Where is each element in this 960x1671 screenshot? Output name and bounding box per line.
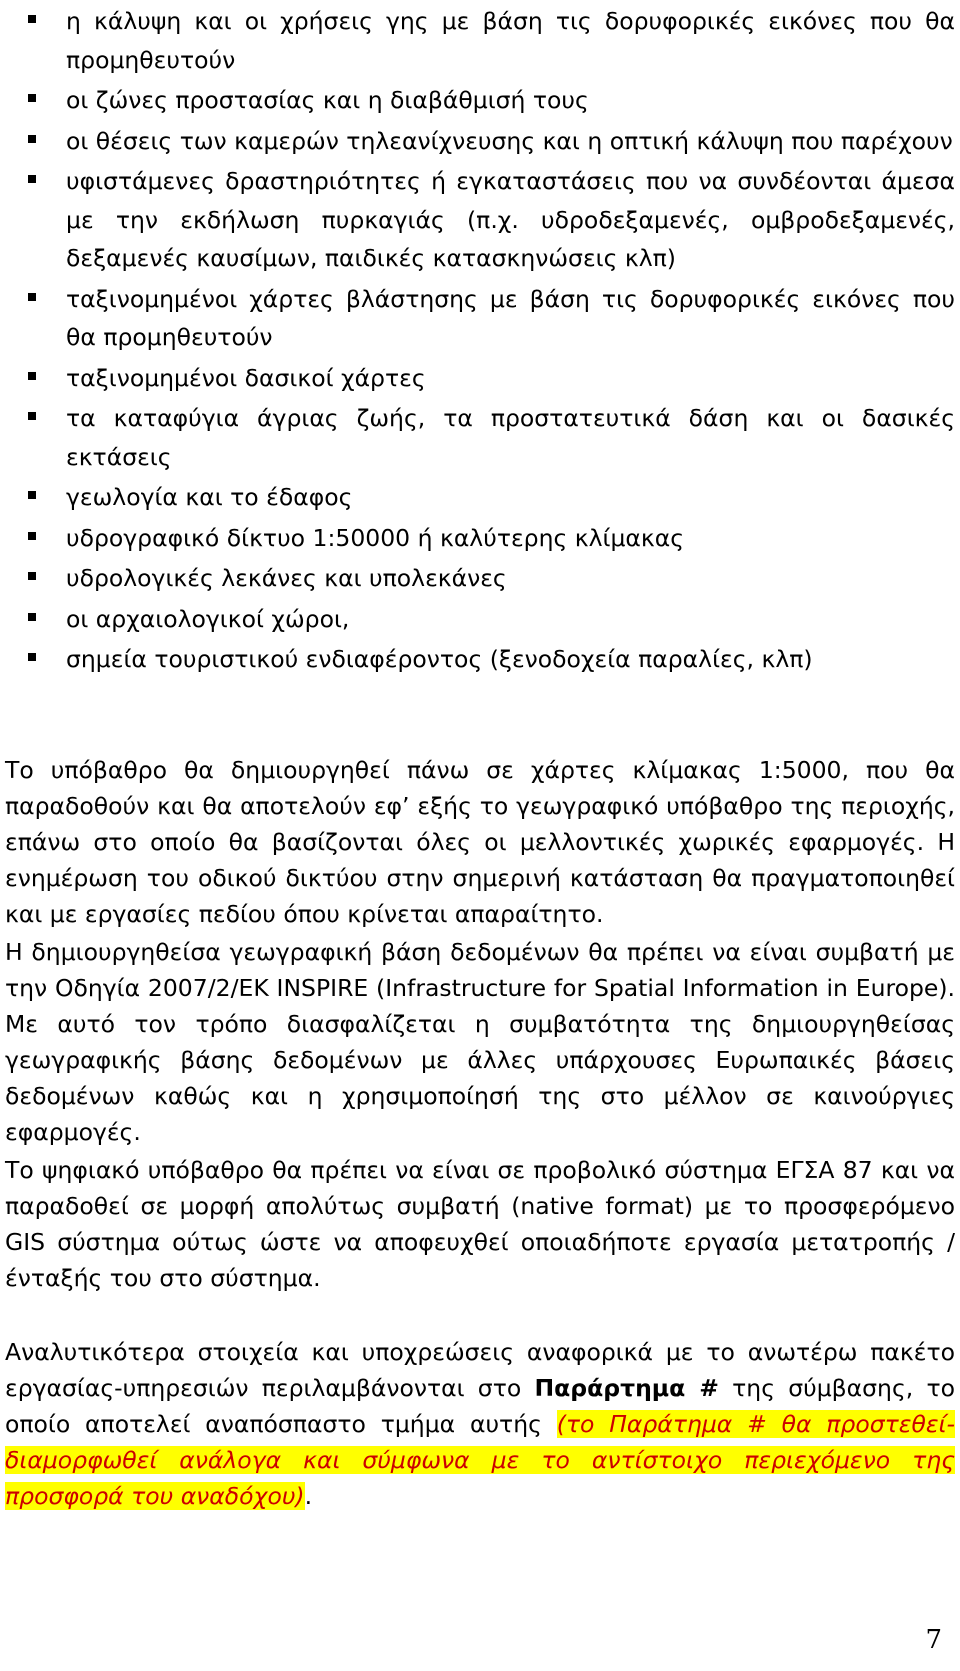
square-bullet-icon — [28, 653, 36, 661]
paragraph-annex — [5, 1334, 955, 1514]
paragraph-basemap: Το υπόβαθρο θα δημιουργηθεί πάνω σε χάρτες κλίμακας 1:5000, που θα παραδοθούν και θα αποτελούν εφ’ εξής το γεωγραφικό υπόβαθρο της περιοχής, επάνω στο οποίο θα βασίζονται όλες οι μελλοντικές χωρικές εφαρμογές. Η ενημέρωση του οδικού δικτύου στην σημερινή κατάσταση θα πραγματοποιηθεί και με εργασίες πεδίου όπου κρίνεται απαραίτητο. — [5, 756, 955, 928]
list-item: υφιστάμενες δραστηριότητες ή εγκαταστάσεις που να συνδέονται άμεσα με την εκδήλωση πυρκαγιάς (π.χ. υδροδεξαμενές, ομβροδεξαμενές, δεξαμενές καυσίμων, παιδικές κατασκηνώσεις κλπ) — [0, 162, 960, 278]
square-bullet-icon — [28, 15, 36, 23]
paragraph-inspire: Η δημιουργηθείσα γεωγραφική βάση δεδομένων θα πρέπει να είναι συμβατή με την Οδηγία 2007/2/ΕΚ INSPIRE (Infrastructure for Spatial Information in Europe). Με αυτό τον τρόπο διασφαλίζεται η συμβατότητα της δημιουργηθείσας γεωγραφικής βάσης δεδομένων με άλλες υπάρχουσες Ευρωπαικές βάσεις δεδομένων καθώς και η χρησιμοποίησή της στο μέλλον σε καινούργιες εφαρμογές. — [5, 938, 955, 1146]
list-item: ταξινομημένοι χάρτες βλάστησης με βάση τις δορυφορικές εικόνες που θα προμηθευτούν — [0, 280, 960, 357]
square-bullet-icon — [28, 412, 36, 420]
square-bullet-icon — [28, 572, 36, 580]
list-item: οι θέσεις των καμερών τηλεανίχνευσης και η οπτική κάλυψη που παρέχουν — [0, 122, 960, 161]
highlighted-note: (το Παράτημα # θα προστεθεί-διαμορφωθεί ανάλογα και σύμφωνα με το αντίστοιχο περιεχόμενο της προσφορά του αναδόχου) — [5, 1410, 955, 1510]
list-item: ταξινομημένοι δασικοί χάρτες — [0, 359, 960, 398]
list-item: οι ζώνες προστασίας και η διαβάθμισή τους — [0, 81, 960, 120]
annex-text-mid: της σύμβασης, το οποίο αποτελεί αναπόσπαστο τμήμα αυτής — [5, 1374, 955, 1438]
square-bullet-icon — [28, 293, 36, 301]
list-item: γεωλογία και το έδαφος — [0, 478, 960, 517]
list-item: η κάλυψη και οι χρήσεις γης με βάση τις δορυφορικές εικόνες που θα προμηθευτούν — [0, 2, 960, 79]
square-bullet-icon — [28, 491, 36, 499]
list-item: σημεία τουριστικού ενδιαφέροντος (ξενοδοχεία παραλίες, κλπ) — [0, 640, 960, 679]
paragraph-projection: Το ψηφιακό υπόβαθρο θα πρέπει να είναι σε προβολικό σύστημα ΕΓΣΑ 87 και να παραδοθεί σε μορφή απολύτως συμβατή (native format) με το προσφερόμενο GIS σύστημα ούτως ώστε να αποφευχθεί οποιαδήποτε εργασία μετατροπής / ένταξής του στο σύστημα. — [5, 1156, 955, 1292]
square-bullet-icon — [28, 175, 36, 183]
annex-text-end: . — [304, 1482, 313, 1510]
square-bullet-icon — [28, 94, 36, 102]
list-item: υδρογραφικό δίκτυο 1:50000 ή καλύτερης κλίμακας — [0, 519, 960, 558]
square-bullet-icon — [28, 372, 36, 380]
body-text — [5, 752, 955, 1516]
square-bullet-icon — [28, 135, 36, 143]
square-bullet-icon — [28, 613, 36, 621]
annex-text-start: Αναλυτικότερα στοιχεία και υποχρεώσεις αναφορικά με το ανωτέρω πακέτο εργασίας-υπηρεσιών περιλαμβάνονται στο — [5, 1338, 955, 1402]
annex-reference: Παράρτημα # — [534, 1374, 719, 1402]
list-item: υδρολογικές λεκάνες και υπολεκάνες — [0, 559, 960, 598]
list-item: οι αρχαιολογικοί χώροι, — [0, 600, 960, 639]
bullet-list — [0, 2, 960, 681]
square-bullet-icon — [28, 532, 36, 540]
page-number: 7 — [925, 1625, 942, 1655]
list-item: τα καταφύγια άγριας ζωής, τα προστατευτικά δάση και οι δασικές εκτάσεις — [0, 399, 960, 476]
